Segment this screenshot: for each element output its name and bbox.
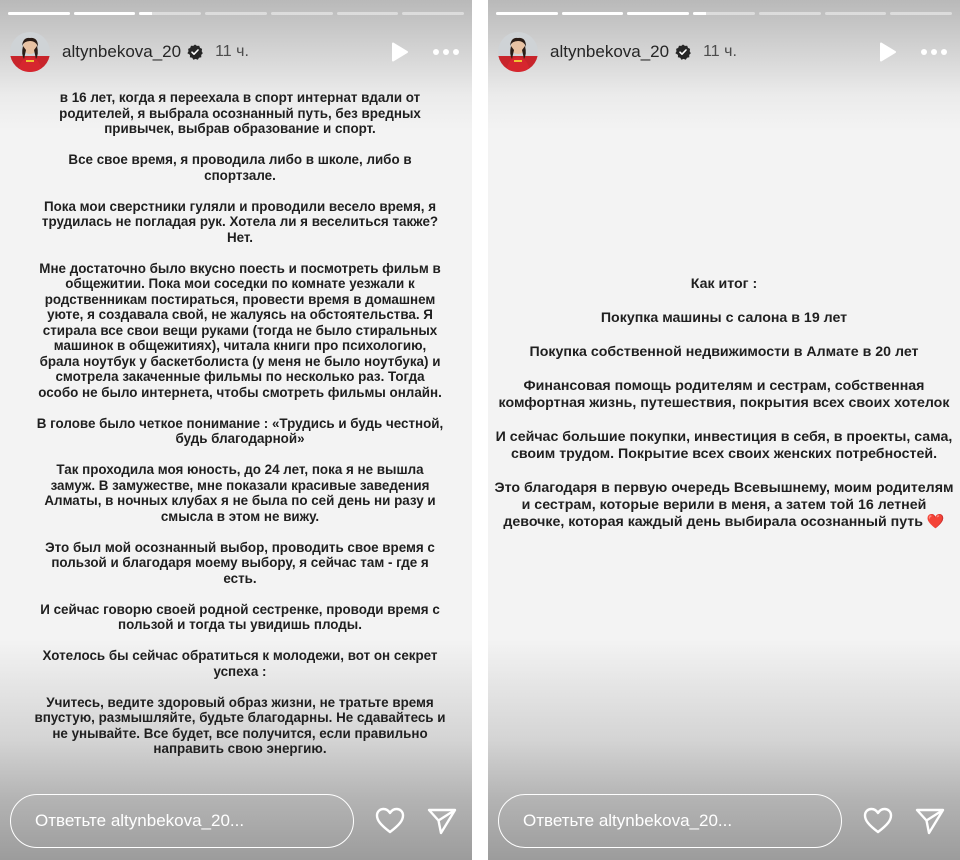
progress-segment [8, 12, 70, 15]
more-options-icon[interactable] [920, 38, 948, 66]
story-paragraph: Это благодаря в первую очередь Всевышнему, моим родителям и сестрам, которые верили в меня, а затем той 16 летней девочке, которая каждый день выбирала осознанный путь ❤️ [494, 480, 954, 530]
progress-segment [402, 12, 464, 15]
story-paragraph: в 16 лет, когда я переехала в спорт интернат вдали от родителей, я выбрала осознанный путь, без вредных привычек, выбрав образование и спорт. [59, 90, 421, 136]
progress-segment [825, 12, 887, 15]
username[interactable]: altynbekova_20 [550, 42, 670, 61]
story-paragraph: В голове было четкое понимание : «Трудись и будь честной, будь благодарной» [36, 415, 444, 446]
story-paragraph: И сейчас говорю своей родной сестренке, проводи время с пользой и тогда ты увидишь плоды. [40, 601, 440, 632]
story-progress-bar [496, 12, 952, 15]
story-header [10, 30, 460, 74]
username[interactable]: altynbekova_20 [62, 42, 182, 61]
reply-input[interactable]: Ответьте altynbekova_20... [10, 794, 354, 848]
story-paragraph: Покупка собственной недвижимости в Алмате в 20 лет [529, 344, 919, 360]
progress-segment [759, 12, 821, 15]
verified-badge-icon [675, 44, 691, 60]
progress-segment [337, 12, 399, 15]
story-panel-right[interactable] [488, 0, 960, 860]
story-paragraph: Все свое время, я проводила либо в школе, либо в спортзале. [68, 152, 412, 183]
progress-segment [627, 12, 689, 15]
story-text [488, 276, 960, 548]
story-text [34, 90, 446, 772]
story-paragraph: Хотелось бы сейчас обратиться к молодежи, вот он секрет успеха : [42, 648, 438, 679]
story-paragraph: Так проходила моя юность, до 24 лет, пока я не вышла замуж. В замужестве, мне показали красивые заведения Алматы, в ночных клубах я не была по сей день ни разу и смысла в этом не вижу. [44, 462, 436, 524]
story-paragraph: Пока мои сверстники гуляли и проводили весело время, я трудилась не погладая рук. Хотела ли я веселиться также? Нет. [41, 198, 439, 245]
heart-icon[interactable] [862, 805, 894, 837]
avatar[interactable] [498, 32, 538, 72]
more-options-icon[interactable] [432, 38, 460, 66]
play-icon[interactable] [388, 41, 410, 63]
story-progress-bar [8, 12, 464, 15]
post-time: 11 ч. [703, 43, 737, 60]
progress-segment [74, 12, 136, 15]
reply-input[interactable]: Ответьте altynbekova_20... [498, 794, 842, 848]
send-icon[interactable] [426, 805, 458, 837]
post-time: 11 ч. [215, 43, 249, 60]
story-paragraph: Это был мой осознанный выбор, проводить свое время с пользой и благодаря моему выбору, я сейчас там - где я есть. [45, 539, 435, 586]
story-paragraph: Финансовая помощь родителям и сестрам, собственная комфортная жизнь, путешествия, покрытия всех своих хотелок [498, 378, 950, 411]
verified-badge-icon [187, 44, 203, 60]
progress-segment [693, 12, 755, 15]
avatar[interactable] [10, 32, 50, 72]
progress-segment [496, 12, 558, 15]
story-panel-left[interactable] [0, 0, 472, 860]
story-paragraph: Учитесь, ведите здоровый образ жизни, не тратьте время впустую, размышляйте, будьте благодарны. Не сдавайтесь и не унывайте. Все будет, все получится, если правильно направить свою энергию. [34, 694, 446, 756]
story-paragraph: Покупка машины с салона в 19 лет [600, 310, 848, 326]
heart-icon[interactable] [374, 805, 406, 837]
story-paragraph: Как итог : [690, 276, 758, 292]
progress-segment [205, 12, 267, 15]
story-paragraph: Мне достаточно было вкусно поесть и посмотреть фильм в общежитии. Пока мои соседки по комнате уезжали к родственникам постираться, провести время в домашнем уюте, я создавала свой, не жалуясь на обстоятельства. Я стирала все свои вещи руками (тогда не было стиральных машинок в общежитиях), читала книги про психологию, брала ноутбук у баскетболиста (у меня не было ноутбука) и смотрела закаченные фильмы по несколько раз. Тогда особо не было интернета, чтобы смотреть фильмы онлайн. [38, 260, 442, 400]
reply-bar [498, 794, 950, 848]
progress-segment [562, 12, 624, 15]
reply-bar [10, 794, 462, 848]
progress-segment [890, 12, 952, 15]
progress-segment [271, 12, 333, 15]
send-icon[interactable] [914, 805, 946, 837]
story-paragraph: И сейчас большие покупки, инвестиция в себя, в проекты, сама, своим трудом. Покрытие всех своих женских потребностей. [495, 429, 953, 462]
play-icon[interactable] [876, 41, 898, 63]
progress-segment [139, 12, 201, 15]
story-header [498, 30, 948, 74]
